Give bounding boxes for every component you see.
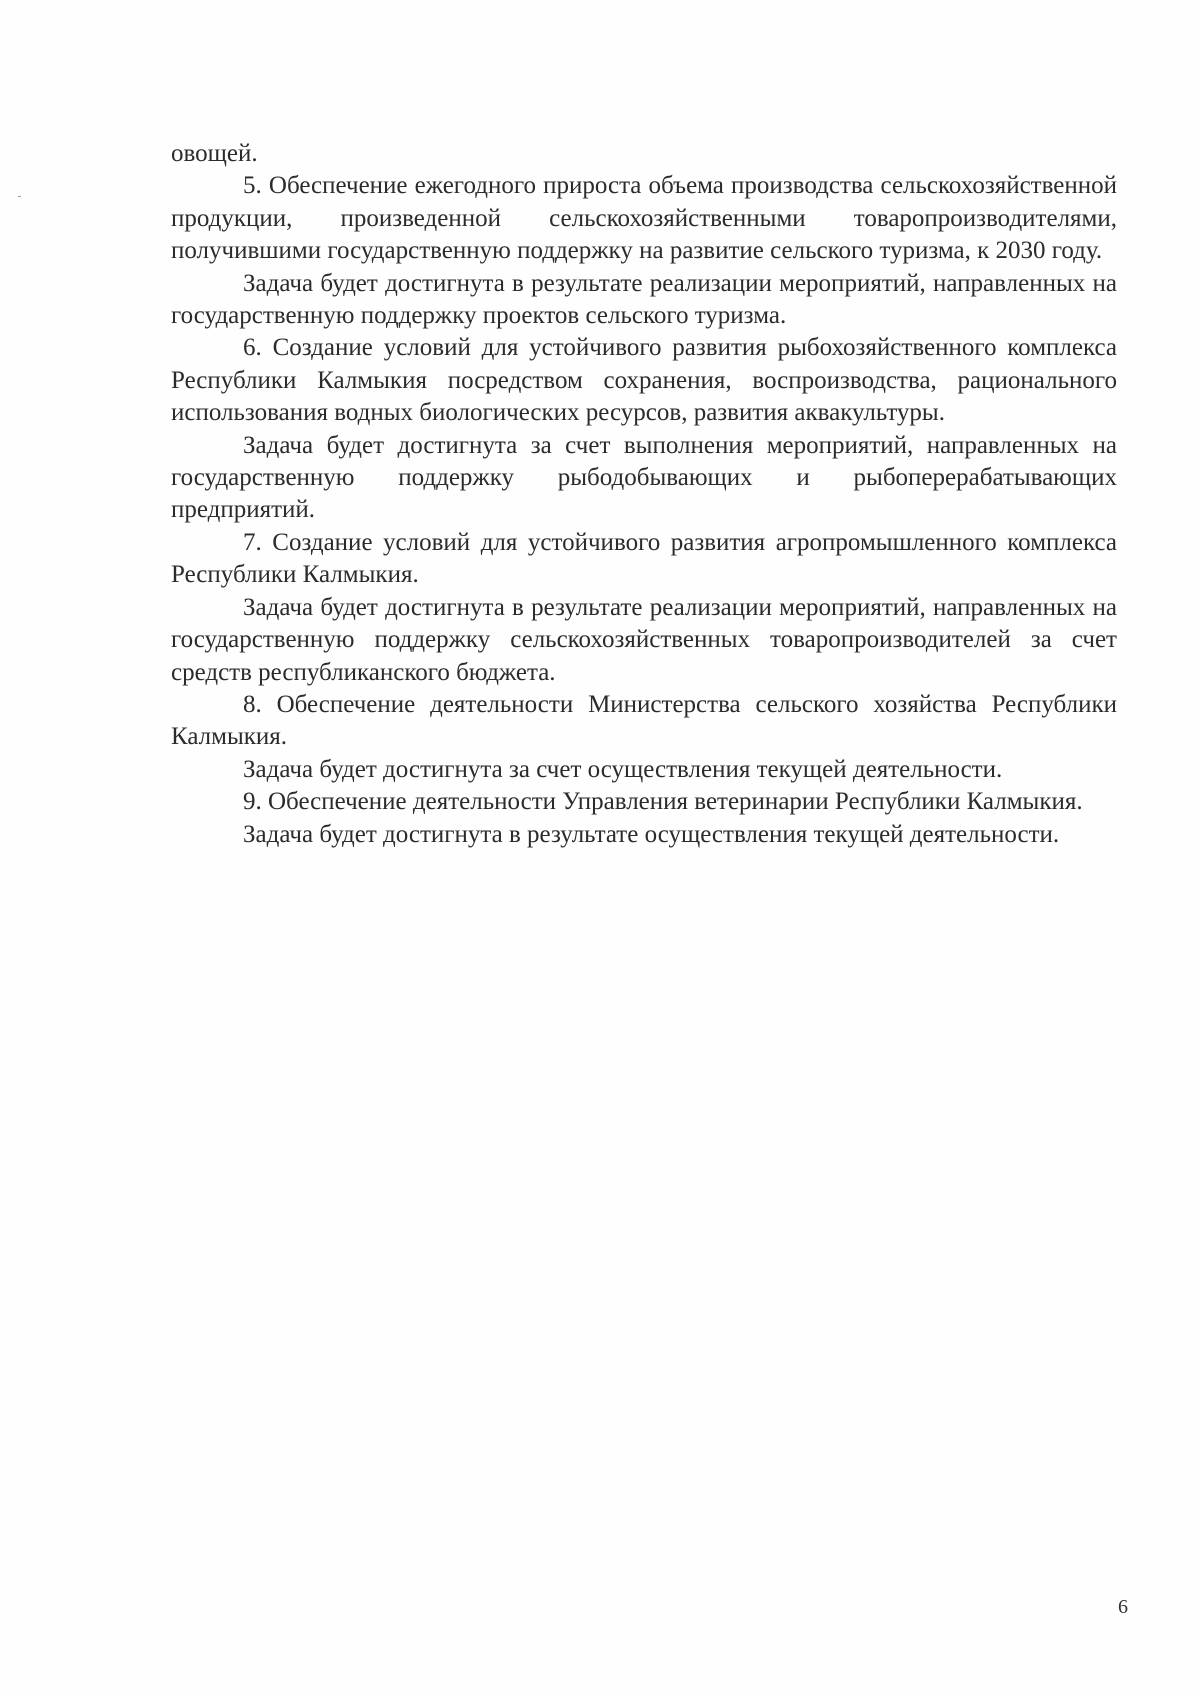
document-body <box>171 138 1117 851</box>
paragraph-task-8: 8. Обеспечение деятельности Министерства сельского хозяйства Республики Калмыкия. <box>171 690 1117 751</box>
scan-mark <box>18 196 21 197</box>
paragraph-task-8-result: Задача будет достигнута за счет осуществления текущей деятельности. <box>243 755 1003 783</box>
page-number: 6 <box>1118 1596 1128 1618</box>
paragraph-task-5: 5. Обеспечение ежегодного прироста объема производства сельскохозяйственной продукции, произведенной сельскохозяйственными товаропроизводителями, получившими государственную поддержку на развитие сельского туризма, к 2030 году. <box>171 172 1117 265</box>
paragraph-task-7-result: Задача будет достигнута в результате реализации мероприятий, направленных на государственную поддержку сельскохозяйственных товаропроизводителей за счет средств республиканского бюджета. <box>171 593 1117 686</box>
paragraph-task-9: 9. Обеспечение деятельности Управления ветеринарии Республики Калмыкия. <box>243 788 1083 816</box>
paragraph-task-6: 6. Создание условий для устойчивого развития рыбохозяйственного комплекса Республики Калмыкия посредством сохранения, воспроизводства, рационального использования водных биологических ресурсов, развития аквакультуры. <box>171 334 1117 427</box>
paragraph-task-5-result: Задача будет достигнута в результате реализации мероприятий, направленных на государственную поддержку проектов сельского туризма. <box>171 269 1117 330</box>
paragraph-task-7: 7. Создание условий для устойчивого развития агропромышленного комплекса Республики Калмыкия. <box>171 528 1117 589</box>
paragraph-task-9-result: Задача будет достигнута в результате осуществления текущей деятельности. <box>243 820 1060 848</box>
paragraph-continuation: овощей. <box>171 140 258 167</box>
paragraph-task-6-result: Задача будет достигнута за счет выполнения мероприятий, направленных на государственную поддержку рыбодобывающих и рыбоперерабатывающих предприятий. <box>171 431 1117 524</box>
